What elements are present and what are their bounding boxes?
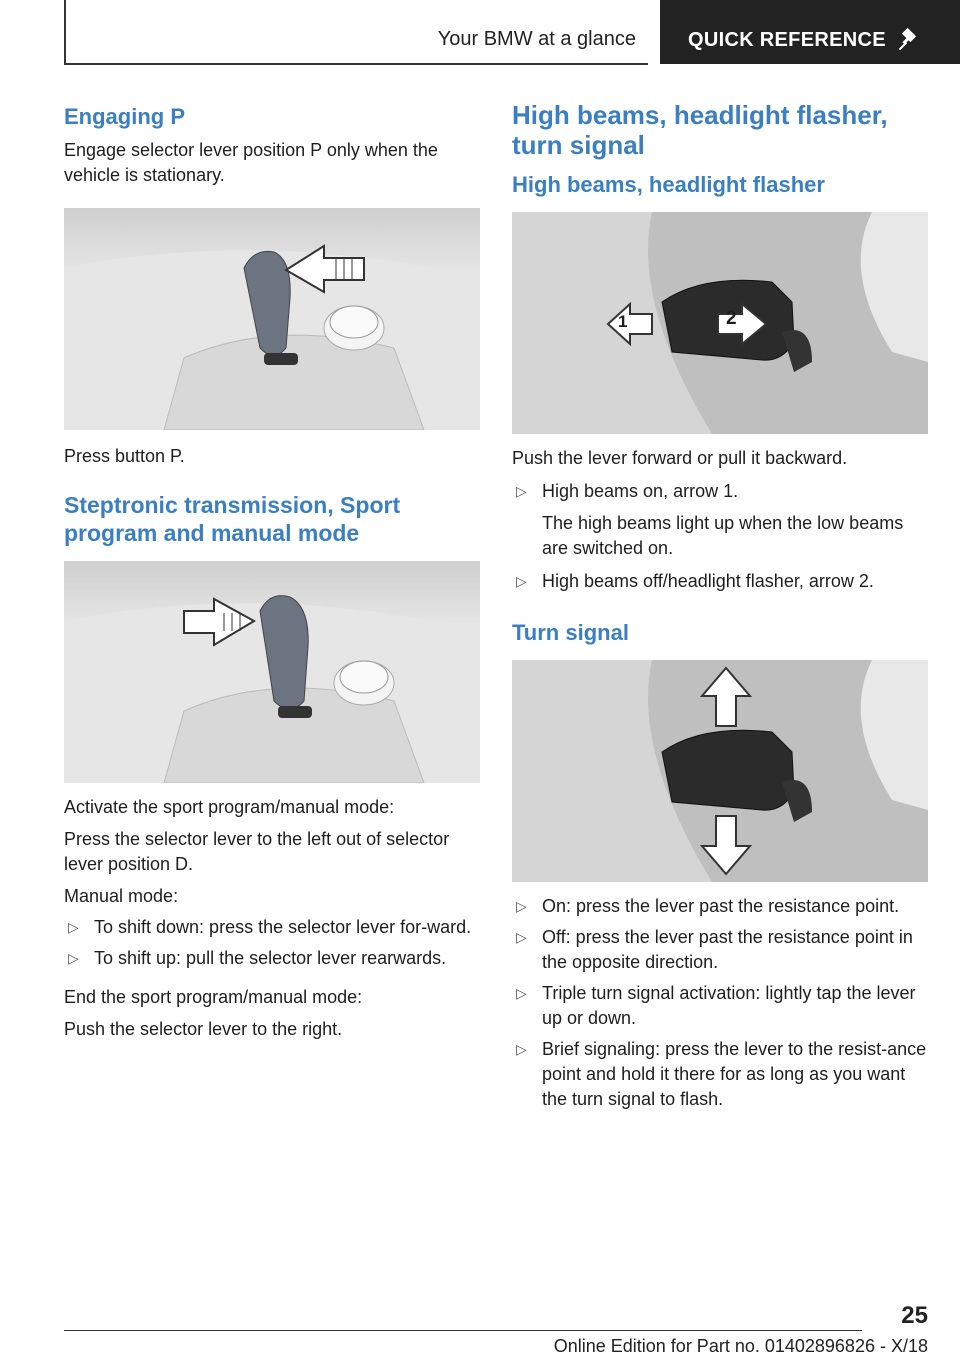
- triangle-bullet-icon: ▷: [516, 898, 527, 914]
- steptronic-press-text: Press the selector lever to the left out of selector lever position D.: [64, 829, 450, 874]
- high-beams-note: The high beams light up when the low beams are switched on.: [542, 513, 904, 558]
- high-beams-heading: High beams, headlight flasher, turn signal: [512, 100, 888, 160]
- triangle-bullet-icon: ▷: [68, 919, 79, 935]
- list-item: ▷ To shift down: press the selector lever for‐ward.: [64, 915, 482, 940]
- triangle-bullet-icon: ▷: [516, 573, 527, 589]
- left-column: [64, 100, 482, 1042]
- list-item: ▷ On: press the lever past the resistance point.: [512, 894, 928, 919]
- steptronic-lever-figure: [64, 561, 480, 783]
- quick-reference-tab[interactable]: [660, 0, 960, 64]
- triangle-bullet-icon: ▷: [68, 950, 79, 966]
- list-item: ▷ Brief signaling: press the lever to the resist‐ance point and hold it there for as long as you want the turn signal to flash.: [516, 1039, 927, 1109]
- triangle-bullet-icon: ▷: [516, 929, 527, 945]
- turn-signal-list: [512, 894, 928, 1112]
- steptronic-activate-text: Activate the sport program/manual mode:: [64, 797, 395, 817]
- headlight-lever-figure: [512, 212, 928, 434]
- arrow-1-label: 1: [618, 312, 628, 331]
- footer-rule: [64, 1330, 862, 1331]
- turn-signal-heading: Turn signal: [512, 620, 629, 645]
- list-item: ▷ Triple turn signal activation: lightly tap the lever up or down.: [516, 983, 916, 1028]
- list-item: ▷ High beams off/headlight flasher, arrow 2.: [512, 569, 928, 594]
- header-section-title: Your BMW at a glance: [437, 28, 636, 50]
- high-beams-list: [512, 479, 928, 594]
- online-edition-text: Online Edition for Part no. 01402896826 - X/18: [553, 1336, 928, 1356]
- triangle-bullet-icon: ▷: [516, 1041, 527, 1057]
- header-left-border: [64, 0, 66, 64]
- pushpin-icon: [896, 27, 924, 55]
- triangle-bullet-icon: ▷: [516, 985, 527, 1001]
- end-sport-program-text: End the sport program/manual mode:: [64, 987, 363, 1007]
- engaging-p-heading: Engaging P: [64, 104, 185, 129]
- high-beams-subheading: High beams, headlight flasher: [512, 172, 825, 197]
- manual-mode-list: [64, 915, 482, 971]
- turn-signal-lever-figure: [512, 660, 928, 882]
- page-number: 25: [901, 1302, 928, 1329]
- quick-reference-label: QUICK REFERENCE: [688, 29, 886, 51]
- right-column: [512, 100, 928, 1112]
- press-button-p-text: Press button P.: [64, 446, 185, 466]
- header-rule: [64, 63, 648, 65]
- triangle-bullet-icon: ▷: [516, 483, 527, 499]
- high-beams-push-text: Push the lever forward or pull it backward.: [512, 448, 848, 468]
- selector-lever-p-figure: [64, 208, 480, 430]
- list-item: ▷ Off: press the lever past the resistance point in the opposite direction.: [516, 927, 913, 972]
- list-item: ▷ High beams on, arrow 1. The high beams light up when the low beams are switched on.: [512, 479, 928, 561]
- steptronic-heading: Steptronic transmission, Sport program and manual mode: [64, 492, 401, 546]
- arrow-2-label: 2: [726, 308, 737, 329]
- engaging-p-text: Engage selector lever position P only when the vehicle is stationary.: [64, 140, 438, 185]
- push-right-text: Push the selector lever to the right.: [64, 1019, 343, 1039]
- list-item: ▷ To shift up: pull the selector lever rearwards.: [64, 946, 482, 971]
- manual-mode-text: Manual mode:: [64, 886, 179, 906]
